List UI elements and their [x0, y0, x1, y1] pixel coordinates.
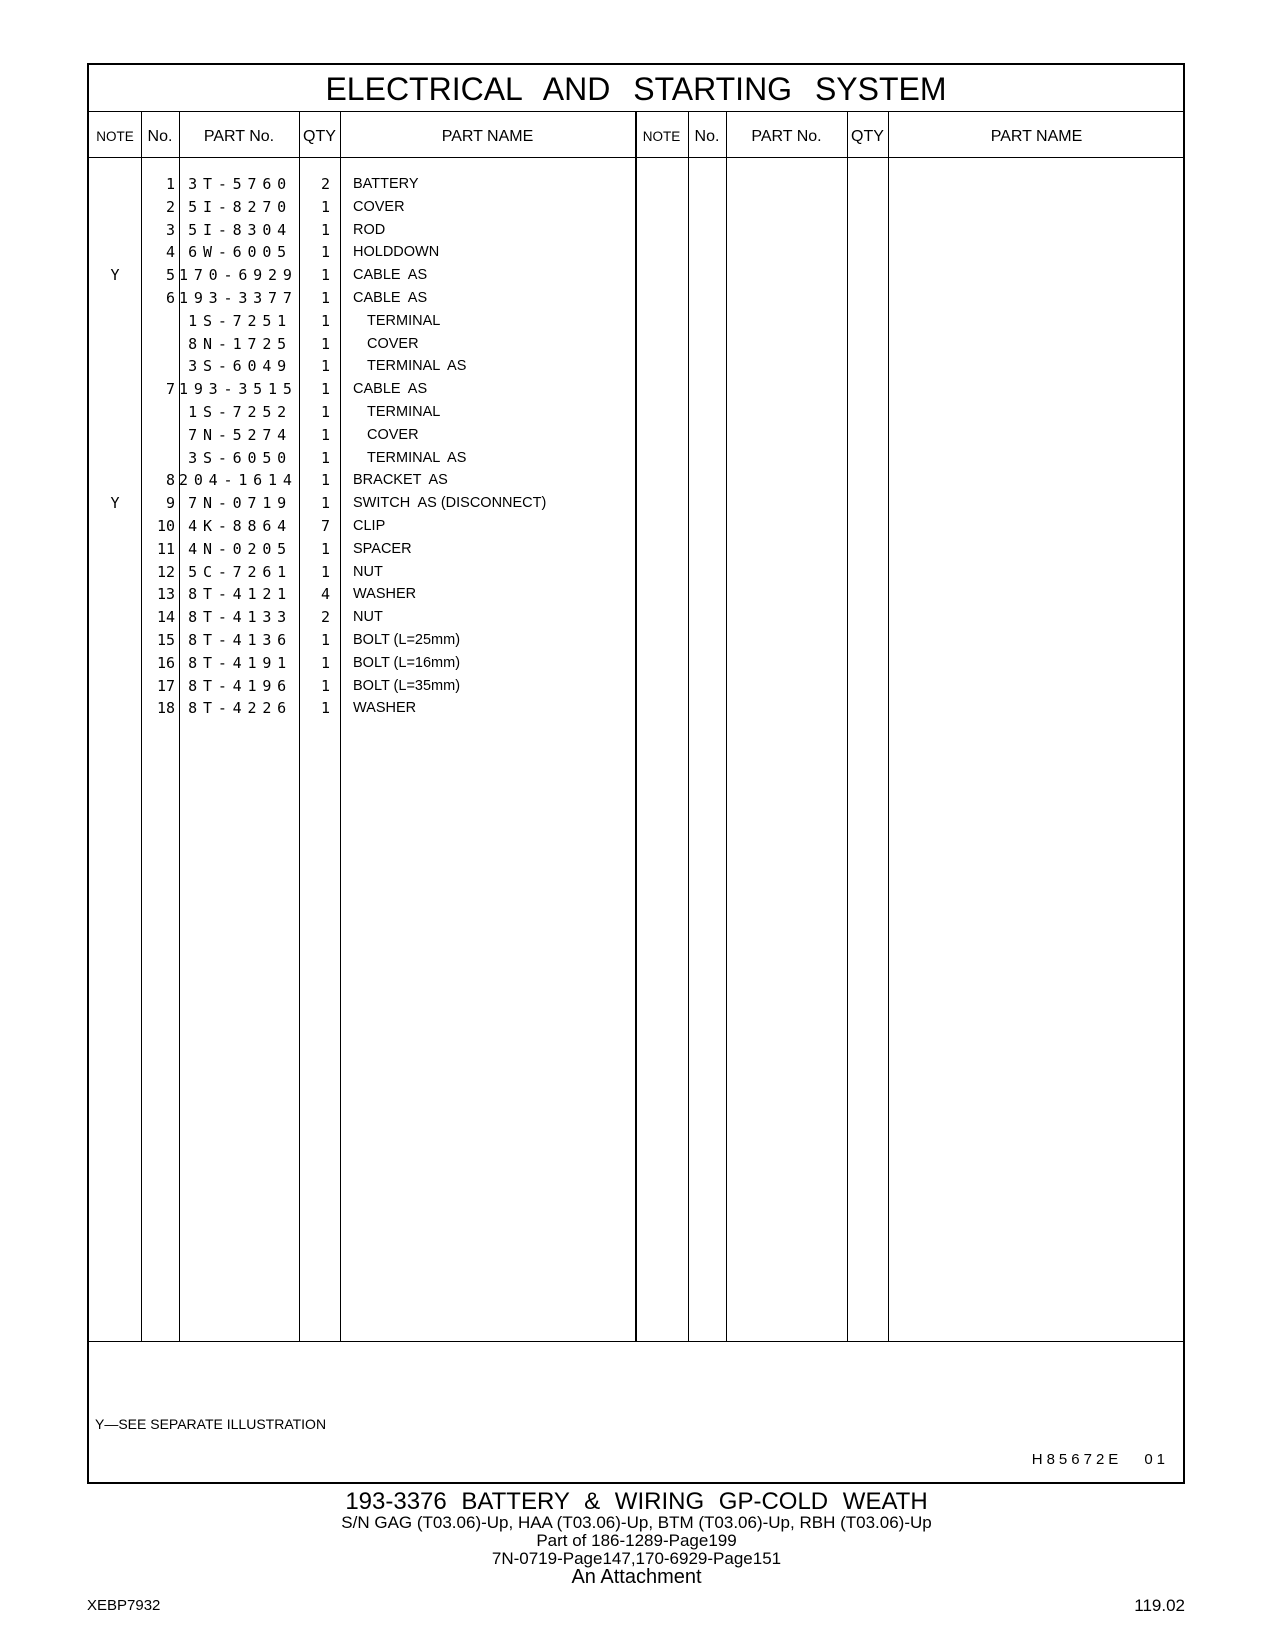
row-quantity: 1	[320, 630, 330, 649]
row-part-number: 3S-6050	[188, 448, 292, 467]
row-part-name: TERMINAL	[367, 403, 441, 420]
table-row	[89, 355, 649, 378]
header-qty-right: QTY	[851, 128, 884, 145]
row-part-name: WASHER	[353, 700, 417, 717]
table-row	[89, 515, 649, 538]
row-part-number: 8T-4226	[188, 699, 292, 718]
row-quantity: 1	[320, 243, 330, 262]
row-note: Y	[110, 266, 120, 285]
row-part-name: CLIP	[353, 517, 386, 534]
row-quantity: 1	[320, 197, 330, 216]
row-part-name: CABLE AS	[353, 289, 428, 306]
row-part-name: COVER	[367, 426, 419, 443]
row-quantity: 1	[320, 311, 330, 330]
row-item-number: 2	[165, 197, 175, 216]
row-item-number: 7	[165, 380, 175, 399]
table-row	[89, 583, 649, 606]
header-qty: QTY	[303, 128, 336, 145]
row-part-number: 8T-4196	[188, 676, 292, 695]
row-quantity: 1	[320, 266, 330, 285]
table-bottom-divider	[89, 1341, 1183, 1342]
row-note: Y	[110, 494, 120, 513]
header-no-right: No.	[694, 128, 720, 145]
illustration-code	[1032, 1451, 1169, 1468]
row-part-number: 1S-7252	[188, 402, 292, 421]
row-part-name: NUT	[353, 609, 383, 626]
row-part-name: BRACKET AS	[353, 472, 448, 489]
row-item-number: 5	[165, 266, 175, 285]
row-part-number: 193-3515	[179, 380, 298, 399]
column-divider	[847, 111, 848, 1341]
row-quantity: 7	[320, 516, 330, 535]
parts-rows	[89, 173, 649, 720]
row-quantity: 1	[320, 425, 330, 444]
row-part-name: TERMINAL AS	[367, 358, 467, 375]
row-part-number: 193-3377	[179, 288, 298, 307]
row-part-number: 170-6929	[179, 266, 298, 285]
header-part-name: PART NAME	[441, 128, 534, 145]
document-id: XEBP7932	[87, 1597, 161, 1614]
row-part-number: 3S-6049	[188, 357, 292, 376]
row-part-name: BOLT (L=25mm)	[353, 631, 461, 648]
row-part-number: 5I-8270	[188, 197, 292, 216]
row-part-number: 7N-0719	[188, 494, 292, 513]
row-part-name: NUT	[353, 563, 383, 580]
table-row	[89, 241, 649, 264]
table-row	[89, 219, 649, 242]
row-item-number: 6	[165, 288, 175, 307]
column-divider	[888, 111, 889, 1341]
row-part-number: 8N-1725	[188, 334, 292, 353]
row-quantity: 1	[320, 448, 330, 467]
table-row	[89, 629, 649, 652]
row-item-number: 15	[156, 630, 175, 649]
row-part-number: 4N-0205	[188, 539, 292, 558]
table-row	[89, 333, 649, 356]
row-item-number: 12	[156, 562, 175, 581]
table-row	[89, 264, 649, 287]
row-part-number: 5I-8304	[188, 220, 292, 239]
row-quantity: 1	[320, 562, 330, 581]
row-item-number: 17	[156, 676, 175, 695]
row-part-number: 1S-7251	[188, 311, 292, 330]
table-row	[89, 196, 649, 219]
illustration-code-number: H85672E	[1031, 1451, 1123, 1468]
row-item-number: 16	[156, 653, 175, 672]
row-part-number: 8T-4121	[188, 585, 292, 604]
row-item-number: 3	[165, 220, 175, 239]
row-part-name: CABLE AS	[353, 381, 428, 398]
row-quantity: 1	[320, 357, 330, 376]
row-part-number: 204-1614	[179, 471, 298, 490]
row-item-number: 1	[165, 175, 175, 193]
group-title: 193-3376 BATTERY & WIRING GP-COLD WEATH	[345, 1488, 928, 1515]
row-quantity: 1	[320, 380, 330, 399]
row-item-number: 18	[156, 699, 175, 718]
row-quantity: 1	[320, 699, 330, 718]
row-part-name: TERMINAL	[367, 312, 441, 329]
illustration-revision: 01	[1144, 1451, 1169, 1468]
row-part-number: 7N-5274	[188, 425, 292, 444]
row-part-name: HOLDDOWN	[353, 244, 440, 261]
row-quantity: 1	[320, 653, 330, 672]
row-part-name: SPACER	[353, 540, 412, 557]
header-note: NOTE	[96, 129, 134, 144]
row-item-number: 11	[156, 539, 175, 558]
row-part-number: 8T-4133	[188, 608, 292, 627]
row-quantity: 1	[320, 676, 330, 695]
row-part-number: 5C-7261	[188, 562, 292, 581]
table-row	[89, 697, 649, 720]
table-row	[89, 310, 649, 333]
row-part-name: BOLT (L=16mm)	[353, 654, 461, 671]
page-title: ELECTRICAL AND STARTING SYSTEM	[325, 71, 947, 107]
row-quantity: 1	[320, 334, 330, 353]
table-row	[89, 675, 649, 698]
header-part-name-right: PART NAME	[990, 128, 1083, 145]
row-quantity: 1	[320, 471, 330, 490]
table-row	[89, 492, 649, 515]
row-part-name: COVER	[353, 198, 405, 215]
row-part-number: 8T-4136	[188, 630, 292, 649]
table-row	[89, 606, 649, 629]
row-quantity: 1	[320, 288, 330, 307]
header-note-right: NOTE	[642, 129, 681, 144]
table-row	[89, 561, 649, 584]
row-part-name: ROD	[353, 221, 386, 238]
row-quantity: 1	[320, 539, 330, 558]
row-part-name: BOLT (L=35mm)	[353, 677, 461, 694]
row-part-number: 6W-6005	[188, 243, 292, 262]
row-part-name: SWITCH AS (DISCONNECT)	[353, 495, 547, 512]
header-part-no: PART No.	[203, 128, 275, 145]
table-row	[89, 401, 649, 424]
row-quantity: 1	[320, 220, 330, 239]
table-row	[89, 652, 649, 675]
row-item-number: 8	[165, 471, 175, 490]
table-row	[89, 173, 649, 196]
footnote: Y—SEE SEPARATE ILLUSTRATION	[95, 1416, 327, 1432]
row-quantity: 4	[320, 585, 330, 604]
table-row	[89, 424, 649, 447]
header-no: No.	[147, 128, 173, 145]
row-part-name: WASHER	[353, 586, 417, 603]
row-item-number: 10	[156, 516, 175, 535]
row-part-number: 3T-5760	[188, 175, 292, 193]
table-row	[89, 469, 649, 492]
row-quantity: 1	[320, 402, 330, 421]
row-quantity: 1	[320, 494, 330, 513]
serial-numbers: S/N GAG (T03.06)-Up, HAA (T03.06)-Up, BTM (T03.06)-Up, RBH (T03.06)-Up	[341, 1513, 932, 1532]
row-part-number: 4K-8864	[188, 516, 292, 535]
column-divider	[688, 111, 689, 1341]
table-row	[89, 447, 649, 470]
row-item-number: 14	[156, 608, 175, 627]
row-part-name: CABLE AS	[353, 267, 428, 284]
page-references: 7N-0719-Page147,170-6929-Page151	[491, 1549, 782, 1568]
row-part-name: TERMINAL AS	[367, 449, 467, 466]
row-item-number: 13	[156, 585, 175, 604]
row-part-name: COVER	[367, 335, 419, 352]
column-divider	[726, 111, 727, 1341]
part-of-reference: Part of 186-1289-Page199	[536, 1531, 737, 1550]
row-part-number: 8T-4191	[188, 653, 292, 672]
header-part-no-right: PART No.	[751, 128, 822, 145]
row-item-number: 4	[165, 243, 175, 262]
page-number: 119.02	[1134, 1596, 1185, 1615]
row-quantity: 2	[320, 175, 330, 193]
table-row	[89, 378, 649, 401]
row-quantity: 2	[320, 608, 330, 627]
row-item-number: 9	[165, 494, 175, 513]
attachment-note: An Attachment	[571, 1566, 702, 1588]
table-row	[89, 287, 649, 310]
parts-list-frame	[87, 63, 1185, 1484]
row-part-name: BATTERY	[353, 176, 419, 192]
table-row	[89, 538, 649, 561]
